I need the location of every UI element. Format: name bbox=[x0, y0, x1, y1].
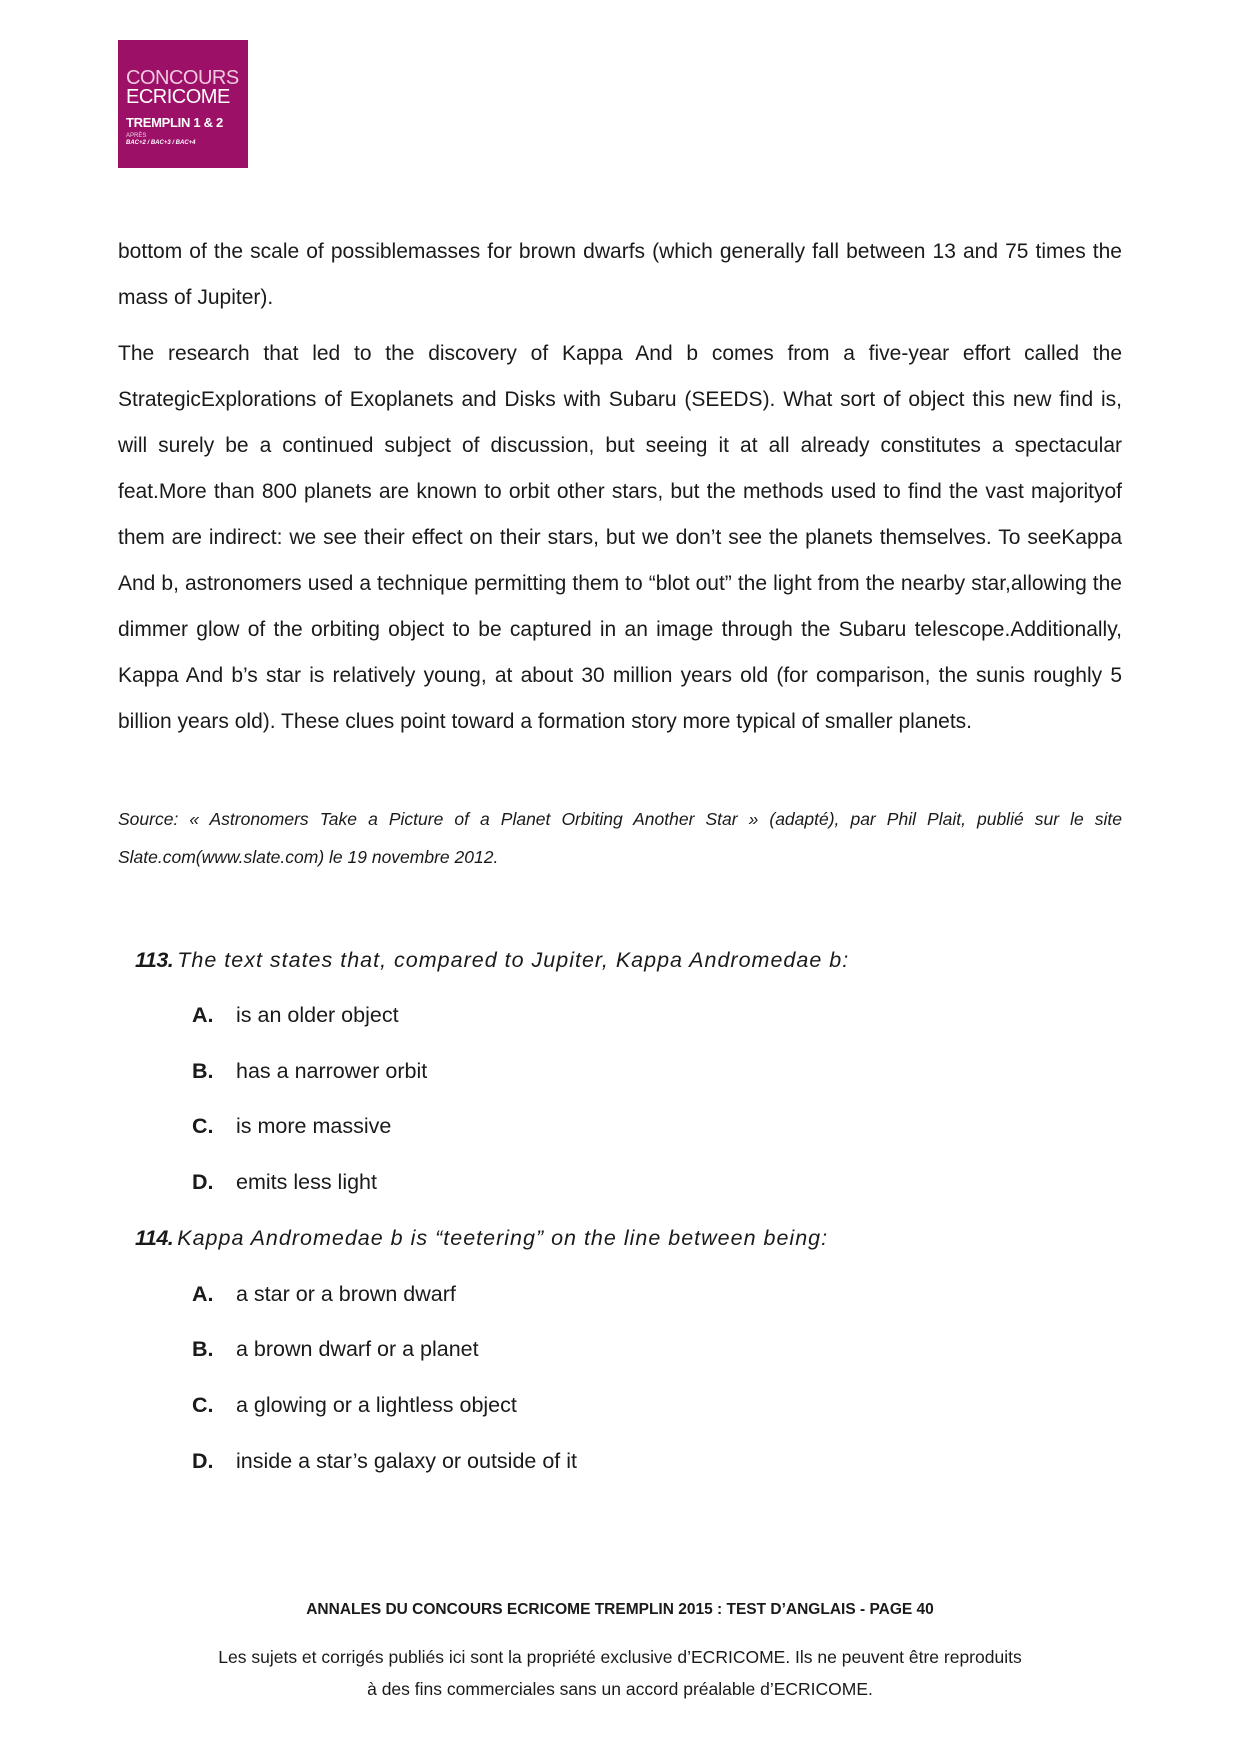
option-text: is an older object bbox=[236, 1003, 399, 1027]
question-114-option-b[interactable] bbox=[192, 1335, 479, 1363]
question-113 bbox=[135, 946, 849, 974]
option-letter: B. bbox=[192, 1337, 214, 1361]
passage-paragraph-1: bottom of the scale of possiblemasses for brown dwarfs (which generally fall between 13 and 75 times the mass of Jupiter). bbox=[118, 240, 1122, 309]
logo-line-concours: CONCOURS bbox=[126, 67, 239, 89]
passage-source: Source: « Astronomers Take a Picture of a Planet Orbiting Another Star » (adapté), par Phil Plait, publié sur le site Slate.com(www.slate.com) le 19 novembre 2012. bbox=[118, 809, 1122, 867]
option-letter: A. bbox=[192, 1003, 214, 1027]
logo-line-apres: APRÈS bbox=[126, 133, 147, 139]
option-text: has a narrower orbit bbox=[236, 1059, 428, 1083]
option-text: a brown dwarf or a planet bbox=[236, 1337, 479, 1361]
footer-copyright-line-2: à des fins commerciales sans un accord préalable d’ECRICOME. bbox=[367, 1679, 873, 1699]
question-113-option-b[interactable] bbox=[192, 1057, 427, 1085]
option-letter: A. bbox=[192, 1282, 214, 1306]
logo-line-tremplin: TREMPLIN 1 & 2 bbox=[126, 115, 223, 130]
ecricome-logo bbox=[118, 40, 248, 168]
option-letter: C. bbox=[192, 1114, 214, 1138]
question-number: 114. bbox=[135, 1226, 174, 1250]
option-letter: D. bbox=[192, 1170, 214, 1194]
passage bbox=[118, 229, 1122, 745]
option-letter: B. bbox=[192, 1059, 214, 1083]
option-letter: C. bbox=[192, 1393, 214, 1417]
option-letter: D. bbox=[192, 1449, 214, 1473]
logo-line-bac: BAC+2 / BAC+3 / BAC+4 bbox=[126, 140, 196, 146]
passage-paragraph-2: The research that led to the discovery of Kappa And b comes from a five-year effort called the StrategicExplorations of Exoplanets and Disks with Subaru (SEEDS). What sort of object this new find is, will surely be a continued subject of discussion, but seeing it at all already constitutes a spectacular feat.More than 800 planets are known to orbit other stars, but the methods used to find the vast majorityof them are indirect: we see their effect on their stars, but we don’t see the planets themselves. To seeKappa And b, astronomers used a technique permitting them to “blot out” the light from the nearby star,allowing the dimmer glow of the orbiting object to be captured in an image through the Subaru telescope.Additionally, Kappa And b’s star is relatively young, at about 30 million years old (for comparison, the sunis roughly 5 billion years old). These clues point toward a formation story more typical of smaller planets. bbox=[118, 342, 1122, 733]
question-114-option-c[interactable] bbox=[192, 1391, 517, 1419]
question-text: Kappa Andromedae b is “teetering” on the line between being: bbox=[177, 1226, 829, 1250]
footer-copyright-line-1: Les sujets et corrigés publiés ici sont la propriété exclusive d’ECRICOME. Ils ne peuvent être reproduits bbox=[218, 1647, 1022, 1667]
footer-title: ANNALES DU CONCOURS ECRICOME TREMPLIN 2015 : TEST D’ANGLAIS - PAGE 40 bbox=[306, 1601, 934, 1618]
question-113-option-a[interactable] bbox=[192, 1001, 399, 1029]
option-text: is more massive bbox=[236, 1114, 392, 1138]
option-text: a star or a brown dwarf bbox=[236, 1282, 456, 1306]
option-text: inside a star’s galaxy or outside of it bbox=[236, 1449, 577, 1473]
question-text: The text states that, compared to Jupiter, Kappa Andromedae b: bbox=[177, 948, 850, 972]
question-113-option-d[interactable] bbox=[192, 1168, 377, 1196]
option-text: emits less light bbox=[236, 1170, 377, 1194]
option-text: a glowing or a lightless object bbox=[236, 1393, 517, 1417]
question-number: 113. bbox=[135, 948, 174, 972]
question-114-option-d[interactable] bbox=[192, 1447, 577, 1475]
logo-line-ecricome: ECRICOME bbox=[126, 86, 230, 108]
question-113-option-c[interactable] bbox=[192, 1112, 391, 1140]
question-114-option-a[interactable] bbox=[192, 1280, 456, 1308]
question-114 bbox=[135, 1224, 828, 1252]
